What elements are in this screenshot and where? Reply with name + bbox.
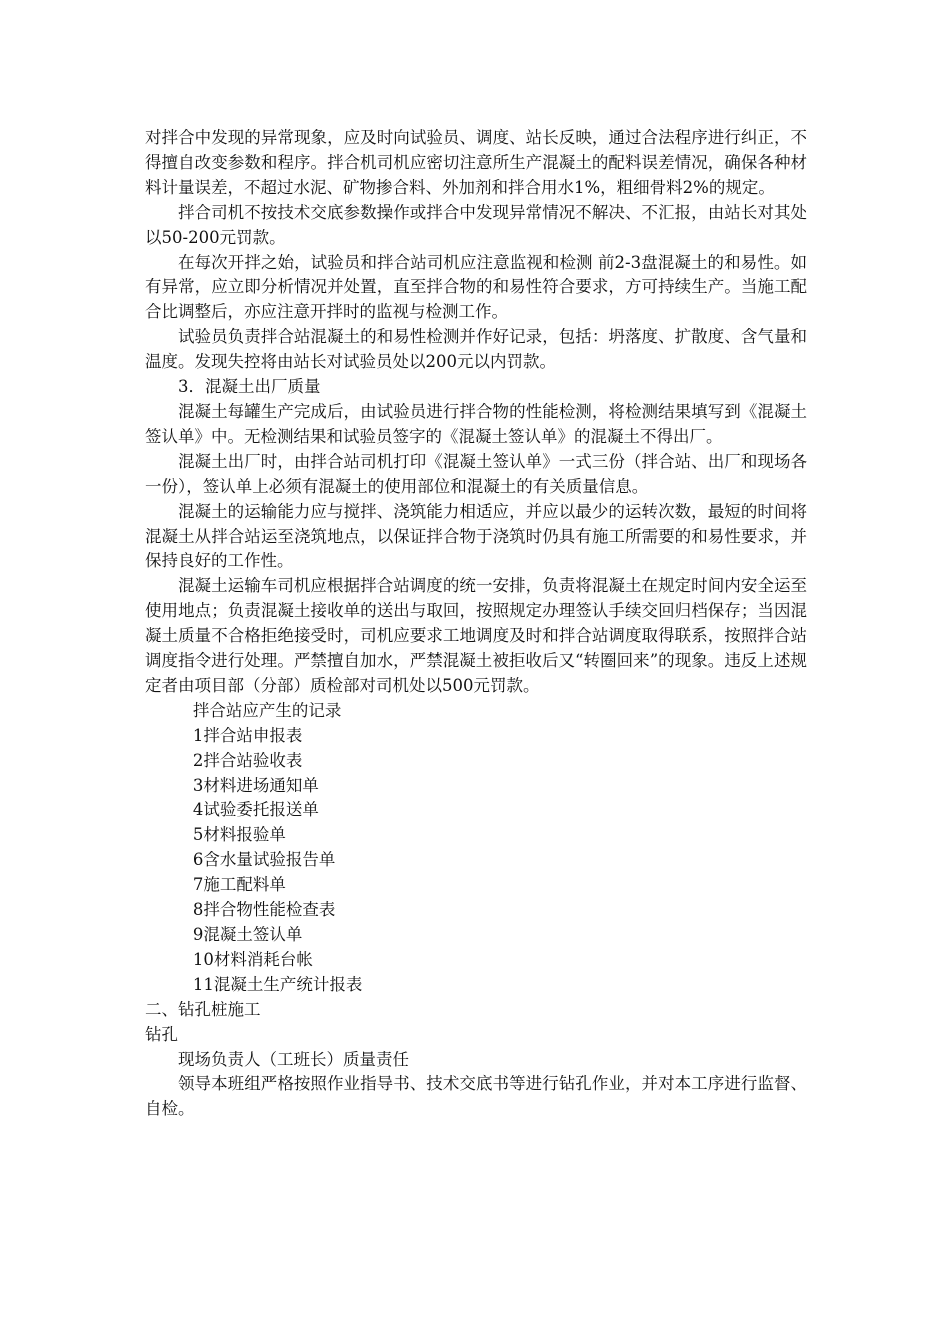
paragraph-transport-capacity: 混凝土的运输能力应与搅拌、浇筑能力相适应，并应以最少的运转次数，最短的时间将混凝土从拌合站运至浇筑地点，以保证拌合物于浇筑时仍具有施工所需要的和易性要求，并保持良好的工作性。 bbox=[145, 501, 807, 571]
paragraph-performance-test: 混凝土每罐生产完成后，由试验员进行拌合物的性能检测，将检测结果填写到《混凝土签认单》中。无检测结果和试验员签字的《混凝土签认单》的混凝土不得出厂。 bbox=[145, 401, 807, 446]
records-heading: 拌合站应产生的记录 bbox=[192, 700, 342, 720]
list-item: 11混凝土生产统计报表 bbox=[192, 974, 363, 994]
subsection-title-drilling: 钻孔 bbox=[145, 1024, 178, 1044]
role-heading-site-leader: 现场负责人（工班长）质量责任 bbox=[178, 1049, 409, 1069]
list-item: 2拌合站验收表 bbox=[192, 750, 303, 770]
list-item: 8拌合物性能检查表 bbox=[192, 900, 336, 920]
paragraph-confirmation-slip: 混凝土出厂时，由拌合站司机打印《混凝土签认单》一式三份（拌合站、出厂和现场各一份），签认单上必须有混凝土的使用部位和混凝土的有关质量信息。 bbox=[145, 451, 807, 496]
records-list bbox=[145, 724, 807, 998]
list-item: 1拌合站申报表 bbox=[192, 725, 303, 745]
section-title-bored-pile: 二、钻孔桩施工 bbox=[145, 999, 261, 1019]
list-item: 5材料报验单 bbox=[192, 825, 286, 845]
paragraph-workability-test: 试验员负责拌合站混凝土的和易性检测并作好记录，包括：坍落度、扩散度、含气量和温度。发现失控将由站长对试验员处以200元以内罚款。 bbox=[145, 327, 807, 372]
list-item: 10材料消耗台帐 bbox=[192, 949, 313, 969]
paragraph-start-inspection: 在每次开拌之始，试验员和拌合站司机应注意监视和检测 前2-3盘混凝土的和易性。如有异常，应立即分析情况并处置，直至拌合物的和易性符合要求，方可持续生产。当施工配合比调整后，亦应注意开拌时的监视与检测工作。 bbox=[145, 252, 807, 322]
document-page bbox=[145, 126, 807, 1122]
list-item: 7施工配料单 bbox=[192, 875, 286, 895]
paragraph-leader-duty: 领导本班组严格按照作业指导书、技术交底书等进行钻孔作业，并对本工序进行监督、自检。 bbox=[145, 1074, 807, 1119]
paragraph-operator-penalty: 拌合司机不按技术交底参数操作或拌合中发现异常情况不解决、不汇报，由站长对其处以50-200元罚款。 bbox=[145, 202, 807, 247]
list-item: 9混凝土签认单 bbox=[192, 925, 303, 944]
paragraph-truck-driver: 混凝土运输车司机应根据拌合站调度的统一安排，负责将混凝土在规定时间内安全运至使用地点；负责混凝土接收单的送出与取回，按照规定办理签认手续交回归档保存；当因混凝土质量不合格拒绝接受时，司机应要求工地调度及时和拌合站调度取得联系，按照拌合站调度指令进行处理。严禁擅自加水，严禁混凝土被拒收后又“转圈回来”的现象。违反上述规定者由项目部（分部）质检部对司机处以500元罚款。 bbox=[145, 576, 807, 695]
list-item: 6含水量试验报告单 bbox=[192, 850, 336, 870]
paragraph-mixing-anomaly: 对拌合中发现的异常现象，应及时向试验员、调度、站长反映，通过合法程序进行纠正，不得擅自改变参数和程序。拌合机司机应密切注意所生产混凝土的配料误差情况，确保各种材料计量误差，不超过水泥、矿物掺合料、外加剂和拌合用水1%，粗细骨料2%的规定。 bbox=[145, 128, 807, 197]
list-item: 4试验委托报送单 bbox=[192, 800, 319, 820]
section-heading-factory-quality: 3．混凝土出厂质量 bbox=[178, 377, 321, 397]
list-item: 3材料进场通知单 bbox=[192, 775, 319, 795]
